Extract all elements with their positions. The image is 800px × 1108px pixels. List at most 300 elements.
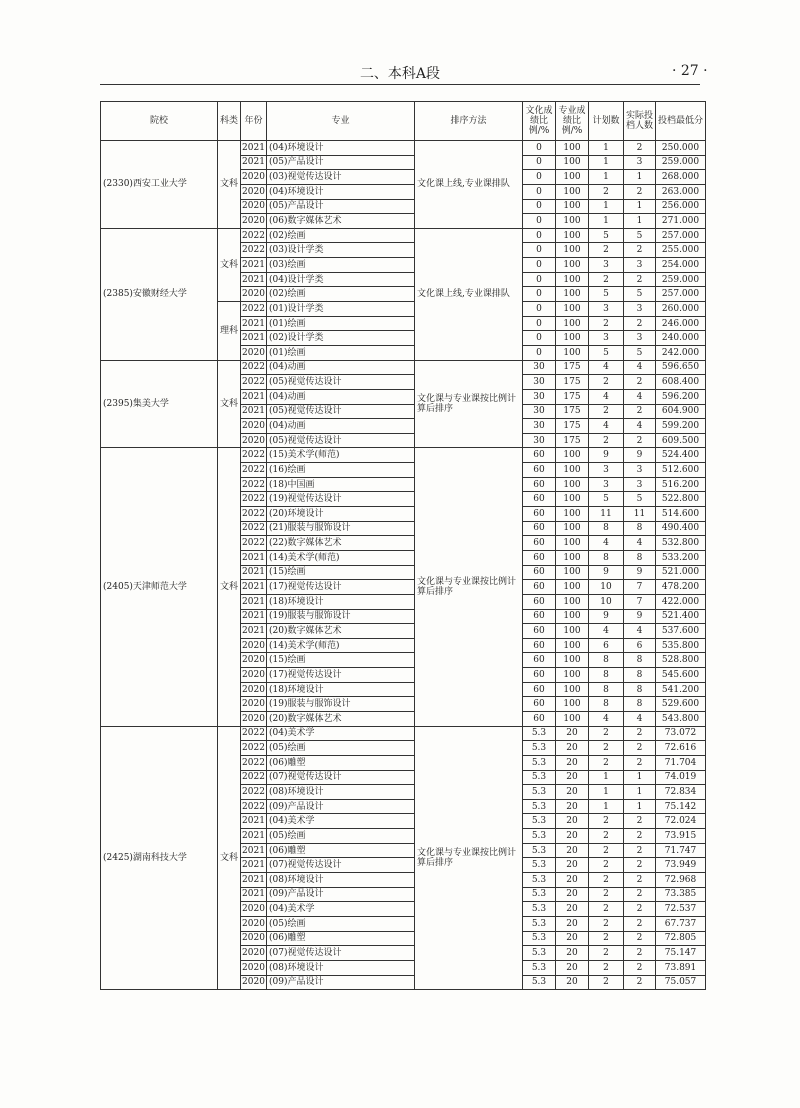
culture-ratio-cell: 60 — [523, 507, 556, 522]
major-ratio-cell: 20 — [556, 931, 589, 946]
min-score-cell: 609.500 — [656, 433, 706, 448]
year-cell: 2021 — [241, 258, 267, 273]
major-cell: (04)环境设计 — [267, 184, 415, 199]
table-body — [101, 141, 706, 990]
actual-count-cell: 7 — [624, 580, 656, 595]
year-cell: 2022 — [241, 770, 267, 785]
year-cell: 2020 — [241, 199, 267, 214]
major-cell: (14)美术学(师范) — [267, 550, 415, 565]
actual-count-cell: 2 — [624, 814, 656, 829]
actual-count-cell: 2 — [624, 755, 656, 770]
major-cell: (09)产品设计 — [267, 975, 415, 990]
col-header-year: 年份 — [241, 102, 267, 141]
major-ratio-cell: 100 — [556, 199, 589, 214]
min-score-cell: 72.805 — [656, 931, 706, 946]
school-name: (2405)天津师范大学 — [101, 448, 218, 726]
major-ratio-cell: 100 — [556, 536, 589, 551]
major-ratio-cell: 100 — [556, 287, 589, 302]
culture-ratio-cell: 0 — [523, 199, 556, 214]
major-ratio-cell: 20 — [556, 946, 589, 961]
plan-count-cell: 2 — [589, 755, 624, 770]
actual-count-cell: 3 — [624, 258, 656, 273]
min-score-cell: 596.650 — [656, 360, 706, 375]
culture-ratio-cell: 5.3 — [523, 960, 556, 975]
actual-count-cell: 1 — [624, 770, 656, 785]
major-cell: (20)数字媒体艺术 — [267, 624, 415, 639]
major-cell: (03)设计学类 — [267, 243, 415, 258]
major-cell: (02)绘画 — [267, 287, 415, 302]
culture-ratio-cell: 30 — [523, 433, 556, 448]
major-ratio-cell: 100 — [556, 521, 589, 536]
major-ratio-cell: 100 — [556, 492, 589, 507]
major-cell: (16)绘画 — [267, 463, 415, 478]
major-cell: (06)数字媒体艺术 — [267, 214, 415, 229]
actual-count-cell: 2 — [624, 433, 656, 448]
culture-ratio-cell: 5.3 — [523, 975, 556, 990]
min-score-cell: 75.142 — [656, 799, 706, 814]
culture-ratio-cell: 0 — [523, 316, 556, 331]
major-ratio-cell: 100 — [556, 711, 589, 726]
min-score-cell: 71.747 — [656, 843, 706, 858]
actual-count-cell: 1 — [624, 214, 656, 229]
plan-count-cell: 2 — [589, 272, 624, 287]
major-cell: (08)环境设计 — [267, 960, 415, 975]
major-cell: (06)雕塑 — [267, 843, 415, 858]
min-score-cell: 255.000 — [656, 243, 706, 258]
plan-count-cell: 8 — [589, 653, 624, 668]
min-score-cell: 524.400 — [656, 448, 706, 463]
year-cell: 2022 — [241, 360, 267, 375]
min-score-cell: 268.000 — [656, 170, 706, 185]
actual-count-cell: 1 — [624, 170, 656, 185]
culture-ratio-cell: 60 — [523, 521, 556, 536]
plan-count-cell: 2 — [589, 843, 624, 858]
min-score-cell: 74.019 — [656, 770, 706, 785]
major-ratio-cell: 100 — [556, 609, 589, 624]
culture-ratio-cell: 60 — [523, 624, 556, 639]
major-ratio-cell: 100 — [556, 580, 589, 595]
major-ratio-cell: 20 — [556, 799, 589, 814]
major-ratio-cell: 100 — [556, 507, 589, 522]
culture-ratio-cell: 0 — [523, 302, 556, 317]
major-cell: (04)美术学 — [267, 814, 415, 829]
col-header-culture-ratio: 文化成绩比例/% — [523, 102, 556, 141]
min-score-cell: 254.000 — [656, 258, 706, 273]
actual-count-cell: 9 — [624, 448, 656, 463]
major-ratio-cell: 100 — [556, 272, 589, 287]
col-header-major-ratio: 专业成绩比例/% — [556, 102, 589, 141]
actual-count-cell: 2 — [624, 873, 656, 888]
major-cell: (20)环境设计 — [267, 507, 415, 522]
major-cell: (08)环境设计 — [267, 785, 415, 800]
major-cell: (21)服装与服饰设计 — [267, 521, 415, 536]
min-score-cell: 73.385 — [656, 887, 706, 902]
year-cell: 2021 — [241, 550, 267, 565]
year-cell: 2022 — [241, 448, 267, 463]
plan-count-cell: 2 — [589, 858, 624, 873]
min-score-cell: 516.200 — [656, 477, 706, 492]
major-ratio-cell: 20 — [556, 960, 589, 975]
major-ratio-cell: 100 — [556, 448, 589, 463]
min-score-cell: 72.024 — [656, 814, 706, 829]
table-row — [101, 726, 706, 741]
min-score-cell: 541.200 — [656, 682, 706, 697]
major-cell: (09)产品设计 — [267, 799, 415, 814]
col-header-school: 院校 — [101, 102, 218, 141]
plan-count-cell: 10 — [589, 594, 624, 609]
year-cell: 2020 — [241, 170, 267, 185]
major-cell: (05)视觉传达设计 — [267, 404, 415, 419]
min-score-cell: 537.600 — [656, 624, 706, 639]
plan-count-cell: 1 — [589, 155, 624, 170]
plan-count-cell: 10 — [589, 580, 624, 595]
actual-count-cell: 4 — [624, 711, 656, 726]
year-cell: 2020 — [241, 931, 267, 946]
major-ratio-cell: 100 — [556, 682, 589, 697]
year-cell: 2022 — [241, 741, 267, 756]
plan-count-cell: 4 — [589, 419, 624, 434]
culture-ratio-cell: 60 — [523, 668, 556, 683]
major-ratio-cell: 175 — [556, 419, 589, 434]
culture-ratio-cell: 30 — [523, 419, 556, 434]
min-score-cell: 512.600 — [656, 463, 706, 478]
actual-count-cell: 2 — [624, 887, 656, 902]
year-cell: 2022 — [241, 375, 267, 390]
major-ratio-cell: 20 — [556, 814, 589, 829]
year-cell: 2020 — [241, 682, 267, 697]
culture-ratio-cell: 60 — [523, 653, 556, 668]
min-score-cell: 256.000 — [656, 199, 706, 214]
year-cell: 2022 — [241, 507, 267, 522]
actual-count-cell: 8 — [624, 697, 656, 712]
plan-count-cell: 2 — [589, 184, 624, 199]
major-cell: (05)产品设计 — [267, 155, 415, 170]
major-cell: (19)视觉传达设计 — [267, 492, 415, 507]
culture-ratio-cell: 0 — [523, 228, 556, 243]
min-score-cell: 240.000 — [656, 331, 706, 346]
school-name: (2395)集美大学 — [101, 360, 218, 448]
major-ratio-cell: 20 — [556, 843, 589, 858]
year-cell: 2021 — [241, 873, 267, 888]
major-ratio-cell: 100 — [556, 477, 589, 492]
actual-count-cell: 8 — [624, 521, 656, 536]
school-name: (2330)西安工业大学 — [101, 141, 218, 229]
min-score-cell: 73.915 — [656, 829, 706, 844]
min-score-cell: 478.200 — [656, 580, 706, 595]
culture-ratio-cell: 5.3 — [523, 814, 556, 829]
table-row — [101, 448, 706, 463]
major-ratio-cell: 20 — [556, 916, 589, 931]
culture-ratio-cell: 0 — [523, 287, 556, 302]
subject-category: 文科 — [218, 360, 241, 448]
major-ratio-cell: 100 — [556, 170, 589, 185]
plan-count-cell: 4 — [589, 389, 624, 404]
culture-ratio-cell: 0 — [523, 170, 556, 185]
sort-method: 文化课与专业课按比例计算后排序 — [415, 726, 523, 990]
culture-ratio-cell: 0 — [523, 258, 556, 273]
min-score-cell: 532.800 — [656, 536, 706, 551]
culture-ratio-cell: 30 — [523, 375, 556, 390]
culture-ratio-cell: 30 — [523, 404, 556, 419]
major-cell: (01)绘画 — [267, 345, 415, 360]
plan-count-cell: 11 — [589, 507, 624, 522]
year-cell: 2022 — [241, 243, 267, 258]
culture-ratio-cell: 60 — [523, 448, 556, 463]
actual-count-cell: 4 — [624, 419, 656, 434]
actual-count-cell: 2 — [624, 375, 656, 390]
school-name: (2385)安徽财经大学 — [101, 228, 218, 360]
year-cell: 2020 — [241, 668, 267, 683]
plan-count-cell: 1 — [589, 199, 624, 214]
major-cell: (05)产品设计 — [267, 199, 415, 214]
major-ratio-cell: 100 — [556, 331, 589, 346]
culture-ratio-cell: 5.3 — [523, 887, 556, 902]
culture-ratio-cell: 0 — [523, 141, 556, 156]
actual-count-cell: 7 — [624, 594, 656, 609]
culture-ratio-cell: 60 — [523, 565, 556, 580]
actual-count-cell: 8 — [624, 550, 656, 565]
min-score-cell: 75.147 — [656, 946, 706, 961]
min-score-cell: 521.400 — [656, 609, 706, 624]
major-ratio-cell: 175 — [556, 389, 589, 404]
culture-ratio-cell: 5.3 — [523, 829, 556, 844]
table-row — [101, 360, 706, 375]
actual-count-cell: 3 — [624, 155, 656, 170]
actual-count-cell: 11 — [624, 507, 656, 522]
plan-count-cell: 1 — [589, 141, 624, 156]
actual-count-cell: 1 — [624, 799, 656, 814]
min-score-cell: 608.400 — [656, 375, 706, 390]
min-score-cell: 246.000 — [656, 316, 706, 331]
year-cell: 2020 — [241, 902, 267, 917]
plan-count-cell: 2 — [589, 741, 624, 756]
major-ratio-cell: 100 — [556, 624, 589, 639]
major-ratio-cell: 100 — [556, 550, 589, 565]
year-cell: 2022 — [241, 726, 267, 741]
min-score-cell: 422.000 — [656, 594, 706, 609]
actual-count-cell: 9 — [624, 565, 656, 580]
major-ratio-cell: 100 — [556, 668, 589, 683]
actual-count-cell: 4 — [624, 624, 656, 639]
min-score-cell: 75.057 — [656, 975, 706, 990]
actual-count-cell: 2 — [624, 243, 656, 258]
actual-count-cell: 5 — [624, 228, 656, 243]
major-ratio-cell: 20 — [556, 902, 589, 917]
actual-count-cell: 2 — [624, 272, 656, 287]
subject-category: 文科 — [218, 141, 241, 229]
col-header-major: 专业 — [267, 102, 415, 141]
culture-ratio-cell: 5.3 — [523, 916, 556, 931]
major-ratio-cell: 100 — [556, 316, 589, 331]
major-ratio-cell: 100 — [556, 214, 589, 229]
actual-count-cell: 2 — [624, 960, 656, 975]
actual-count-cell: 2 — [624, 141, 656, 156]
plan-count-cell: 2 — [589, 829, 624, 844]
year-cell: 2020 — [241, 345, 267, 360]
culture-ratio-cell: 5.3 — [523, 858, 556, 873]
year-cell: 2020 — [241, 975, 267, 990]
major-ratio-cell: 20 — [556, 741, 589, 756]
major-cell: (04)美术学 — [267, 902, 415, 917]
year-cell: 2022 — [241, 755, 267, 770]
major-cell: (08)环境设计 — [267, 873, 415, 888]
major-cell: (15)绘画 — [267, 653, 415, 668]
plan-count-cell: 5 — [589, 345, 624, 360]
major-cell: (18)环境设计 — [267, 682, 415, 697]
plan-count-cell: 6 — [589, 638, 624, 653]
min-score-cell: 263.000 — [656, 184, 706, 199]
min-score-cell: 257.000 — [656, 228, 706, 243]
actual-count-cell: 2 — [624, 316, 656, 331]
year-cell: 2020 — [241, 711, 267, 726]
plan-count-cell: 5 — [589, 228, 624, 243]
major-cell: (17)视觉传达设计 — [267, 580, 415, 595]
year-cell: 2020 — [241, 653, 267, 668]
page-header-title: 二、本科A段 — [359, 66, 441, 82]
page-number: · 27 · — [672, 63, 708, 79]
major-ratio-cell: 20 — [556, 785, 589, 800]
plan-count-cell: 8 — [589, 521, 624, 536]
min-score-cell: 528.800 — [656, 653, 706, 668]
major-ratio-cell: 100 — [556, 302, 589, 317]
min-score-cell: 259.000 — [656, 155, 706, 170]
plan-count-cell: 5 — [589, 287, 624, 302]
culture-ratio-cell: 60 — [523, 711, 556, 726]
year-cell: 2021 — [241, 565, 267, 580]
major-ratio-cell: 100 — [556, 594, 589, 609]
major-cell: (15)绘画 — [267, 565, 415, 580]
year-cell: 2021 — [241, 814, 267, 829]
major-cell: (19)服装与服饰设计 — [267, 697, 415, 712]
year-cell: 2020 — [241, 287, 267, 302]
plan-count-cell: 8 — [589, 668, 624, 683]
year-cell: 2022 — [241, 463, 267, 478]
major-cell: (07)视觉传达设计 — [267, 858, 415, 873]
min-score-cell: 596.200 — [656, 389, 706, 404]
year-cell: 2022 — [241, 785, 267, 800]
actual-count-cell: 8 — [624, 682, 656, 697]
plan-count-cell: 3 — [589, 331, 624, 346]
min-score-cell: 604.900 — [656, 404, 706, 419]
min-score-cell: 242.000 — [656, 345, 706, 360]
plan-count-cell: 2 — [589, 887, 624, 902]
major-cell: (15)美术学(师范) — [267, 448, 415, 463]
sort-method: 文化课与专业课按比例计算后排序 — [415, 360, 523, 448]
actual-count-cell: 4 — [624, 536, 656, 551]
major-cell: (18)环境设计 — [267, 594, 415, 609]
year-cell: 2022 — [241, 228, 267, 243]
major-cell: (22)数字媒体艺术 — [267, 536, 415, 551]
plan-count-cell: 4 — [589, 536, 624, 551]
major-cell: (14)美术学(师范) — [267, 638, 415, 653]
min-score-cell: 271.000 — [656, 214, 706, 229]
actual-count-cell: 2 — [624, 975, 656, 990]
actual-count-cell: 3 — [624, 331, 656, 346]
major-ratio-cell: 100 — [556, 345, 589, 360]
plan-count-cell: 4 — [589, 360, 624, 375]
min-score-cell: 260.000 — [656, 302, 706, 317]
header-rule — [100, 84, 700, 85]
sort-method: 文化课与专业课按比例计算后排序 — [415, 448, 523, 726]
major-ratio-cell: 175 — [556, 404, 589, 419]
actual-count-cell: 2 — [624, 858, 656, 873]
major-ratio-cell: 100 — [556, 155, 589, 170]
major-ratio-cell: 20 — [556, 770, 589, 785]
year-cell: 2020 — [241, 697, 267, 712]
major-ratio-cell: 20 — [556, 726, 589, 741]
year-cell: 2021 — [241, 580, 267, 595]
actual-count-cell: 2 — [624, 726, 656, 741]
major-cell: (02)设计学类 — [267, 331, 415, 346]
min-score-cell: 535.800 — [656, 638, 706, 653]
culture-ratio-cell: 5.3 — [523, 799, 556, 814]
culture-ratio-cell: 60 — [523, 477, 556, 492]
major-cell: (05)绘画 — [267, 741, 415, 756]
culture-ratio-cell: 60 — [523, 682, 556, 697]
year-cell: 2021 — [241, 609, 267, 624]
culture-ratio-cell: 0 — [523, 331, 556, 346]
major-cell: (06)雕塑 — [267, 755, 415, 770]
major-cell: (07)视觉传达设计 — [267, 946, 415, 961]
actual-count-cell: 8 — [624, 653, 656, 668]
plan-count-cell: 3 — [589, 302, 624, 317]
plan-count-cell: 2 — [589, 902, 624, 917]
major-cell: (19)服装与服饰设计 — [267, 609, 415, 624]
year-cell: 2021 — [241, 887, 267, 902]
major-cell: (17)视觉传达设计 — [267, 668, 415, 683]
major-ratio-cell: 20 — [556, 975, 589, 990]
plan-count-cell: 5 — [589, 492, 624, 507]
major-ratio-cell: 175 — [556, 433, 589, 448]
year-cell: 2022 — [241, 477, 267, 492]
min-score-cell: 259.000 — [656, 272, 706, 287]
year-cell: 2022 — [241, 302, 267, 317]
culture-ratio-cell: 5.3 — [523, 755, 556, 770]
plan-count-cell: 2 — [589, 726, 624, 741]
year-cell: 2020 — [241, 638, 267, 653]
culture-ratio-cell: 60 — [523, 594, 556, 609]
culture-ratio-cell: 5.3 — [523, 873, 556, 888]
culture-ratio-cell: 5.3 — [523, 726, 556, 741]
culture-ratio-cell: 5.3 — [523, 946, 556, 961]
major-ratio-cell: 100 — [556, 638, 589, 653]
min-score-cell: 72.616 — [656, 741, 706, 756]
actual-count-cell: 1 — [624, 785, 656, 800]
culture-ratio-cell: 5.3 — [523, 902, 556, 917]
culture-ratio-cell: 5.3 — [523, 843, 556, 858]
plan-count-cell: 2 — [589, 873, 624, 888]
min-score-cell: 533.200 — [656, 550, 706, 565]
major-cell: (02)绘画 — [267, 228, 415, 243]
col-header-method: 排序方法 — [415, 102, 523, 141]
major-cell: (04)动画 — [267, 389, 415, 404]
admissions-table — [100, 101, 706, 990]
major-cell: (05)视觉传达设计 — [267, 433, 415, 448]
plan-count-cell: 1 — [589, 799, 624, 814]
min-score-cell: 545.600 — [656, 668, 706, 683]
culture-ratio-cell: 5.3 — [523, 741, 556, 756]
plan-count-cell: 4 — [589, 624, 624, 639]
year-cell: 2020 — [241, 184, 267, 199]
major-ratio-cell: 20 — [556, 858, 589, 873]
major-cell: (04)动画 — [267, 419, 415, 434]
major-ratio-cell: 100 — [556, 565, 589, 580]
culture-ratio-cell: 60 — [523, 463, 556, 478]
min-score-cell: 73.072 — [656, 726, 706, 741]
year-cell: 2021 — [241, 624, 267, 639]
min-score-cell: 71.704 — [656, 755, 706, 770]
actual-count-cell: 2 — [624, 404, 656, 419]
